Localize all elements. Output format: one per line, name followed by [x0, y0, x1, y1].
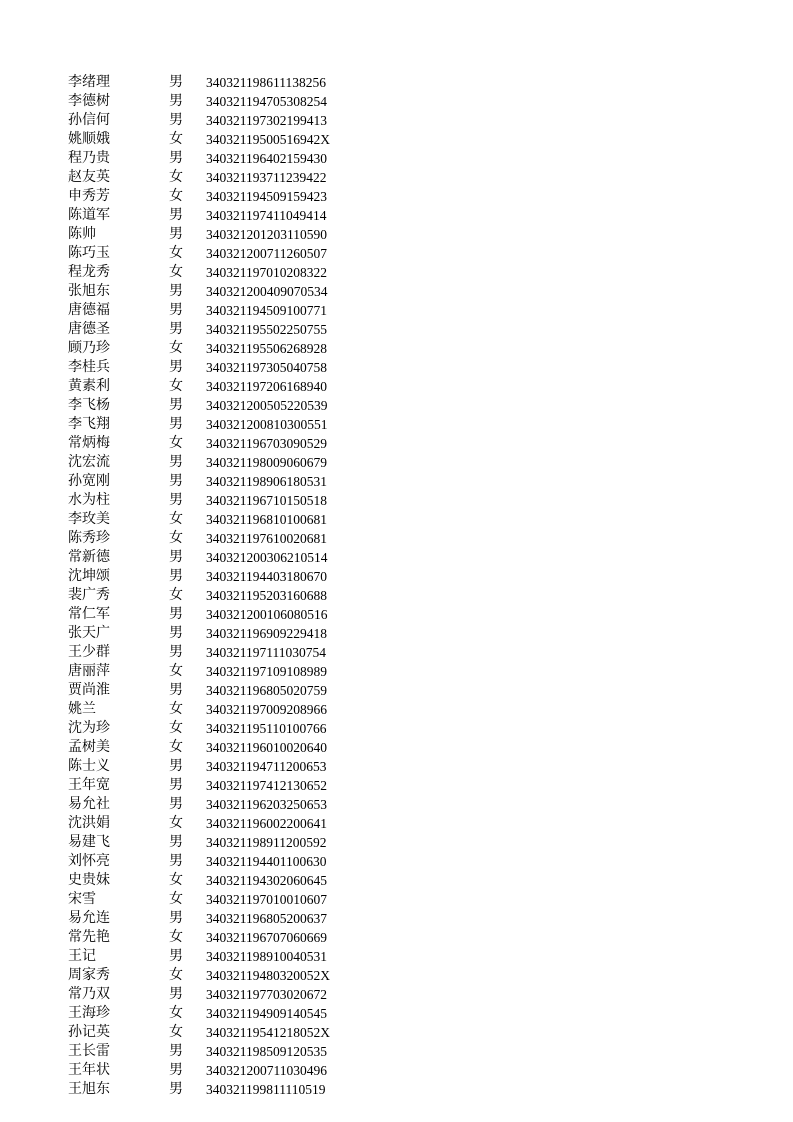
table-row: [68, 814, 368, 833]
person-gender: 男: [169, 910, 183, 926]
id-number: 340321195506268928: [206, 341, 327, 356]
person-gender: 女: [169, 264, 183, 280]
person-name: 常先艳: [68, 929, 110, 945]
id-number: 340321193711239422: [206, 170, 327, 185]
person-name: 沈洪娟: [68, 815, 110, 831]
table-row: [68, 662, 368, 681]
table-row: [68, 928, 368, 947]
id-number: 340321194401100630: [206, 854, 327, 869]
table-row: [68, 225, 368, 244]
id-number: 34032119500516942X: [206, 132, 330, 147]
person-gender: 女: [169, 530, 183, 546]
person-name: 史贵妹: [68, 872, 110, 888]
id-number: 340321197009208966: [206, 702, 327, 717]
person-gender: 女: [169, 872, 183, 888]
person-name: 黄素利: [68, 378, 110, 394]
table-row: [68, 453, 368, 472]
roster-table: [68, 73, 368, 1099]
table-row: [68, 757, 368, 776]
person-gender: 男: [169, 302, 183, 318]
person-gender: 女: [169, 435, 183, 451]
person-gender: 男: [169, 796, 183, 812]
id-number: 340321194711200653: [206, 759, 327, 774]
table-row: [68, 966, 368, 985]
person-name: 常炳梅: [68, 435, 110, 451]
table-row: [68, 149, 368, 168]
person-gender: 男: [169, 416, 183, 432]
id-number: 340321197010208322: [206, 265, 327, 280]
person-name: 易建飞: [68, 834, 110, 850]
person-gender: 女: [169, 131, 183, 147]
person-gender: 男: [169, 321, 183, 337]
table-row: [68, 111, 368, 130]
person-gender: 男: [169, 1043, 183, 1059]
person-name: 孙宽刚: [68, 473, 110, 489]
id-number: 340321196805200637: [206, 911, 327, 926]
id-number: 340321196909229418: [206, 626, 327, 641]
person-name: 孙信何: [68, 112, 110, 128]
table-row: [68, 890, 368, 909]
person-name: 唐丽萍: [68, 663, 110, 679]
person-gender: 男: [169, 948, 183, 964]
person-gender: 女: [169, 929, 183, 945]
person-name: 陈道军: [68, 207, 110, 223]
id-number: 340321198509120535: [206, 1044, 327, 1059]
person-gender: 男: [169, 112, 183, 128]
person-gender: 女: [169, 511, 183, 527]
person-name: 易允连: [68, 910, 110, 926]
table-row: [68, 1004, 368, 1023]
id-number: 340321197302199413: [206, 113, 327, 128]
person-gender: 女: [169, 378, 183, 394]
table-row: [68, 491, 368, 510]
person-gender: 男: [169, 834, 183, 850]
table-row: [68, 396, 368, 415]
table-row: [68, 377, 368, 396]
table-row: [68, 130, 368, 149]
id-number: 340321197412130652: [206, 778, 327, 793]
table-row: [68, 282, 368, 301]
table-row: [68, 1080, 368, 1099]
person-name: 陈巧玉: [68, 245, 110, 261]
person-name: 李桂兵: [68, 359, 110, 375]
person-gender: 男: [169, 207, 183, 223]
person-name: 常乃双: [68, 986, 110, 1002]
id-number: 340321199811110519: [206, 1082, 326, 1097]
person-gender: 男: [169, 226, 183, 242]
table-row: [68, 738, 368, 757]
person-name: 王旭东: [68, 1081, 110, 1097]
id-number: 340321200106080516: [206, 607, 328, 622]
person-gender: 女: [169, 188, 183, 204]
table-row: [68, 529, 368, 548]
person-name: 沈宏流: [68, 454, 110, 470]
person-gender: 女: [169, 1005, 183, 1021]
person-gender: 男: [169, 568, 183, 584]
id-number: 340321196402159430: [206, 151, 327, 166]
table-row: [68, 168, 368, 187]
person-gender: 女: [169, 701, 183, 717]
id-number: 340321194705308254: [206, 94, 327, 109]
table-row: [68, 339, 368, 358]
person-gender: 女: [169, 663, 183, 679]
person-gender: 男: [169, 625, 183, 641]
id-number: 340321194509159423: [206, 189, 327, 204]
table-row: [68, 985, 368, 1004]
person-name: 沈坤颂: [68, 568, 110, 584]
person-gender: 男: [169, 777, 183, 793]
id-number: 340321196010020640: [206, 740, 327, 755]
person-name: 张旭东: [68, 283, 110, 299]
person-gender: 女: [169, 169, 183, 185]
person-name: 王年宽: [68, 777, 110, 793]
person-gender: 女: [169, 720, 183, 736]
person-name: 姚兰: [68, 701, 96, 717]
person-name: 孙记英: [68, 1024, 110, 1040]
person-name: 申秀芳: [68, 188, 110, 204]
id-number: 340321198906180531: [206, 474, 327, 489]
person-gender: 男: [169, 549, 183, 565]
person-name: 李飞翔: [68, 416, 110, 432]
table-row: [68, 1042, 368, 1061]
table-row: [68, 795, 368, 814]
person-gender: 男: [169, 853, 183, 869]
id-number: 340321197206168940: [206, 379, 327, 394]
table-row: [68, 548, 368, 567]
id-number: 340321196710150518: [206, 493, 327, 508]
table-row: [68, 681, 368, 700]
person-gender: 男: [169, 359, 183, 375]
table-row: [68, 605, 368, 624]
id-number: 340321200306210514: [206, 550, 328, 565]
person-gender: 男: [169, 682, 183, 698]
id-number: 340321194509100771: [206, 303, 327, 318]
table-row: [68, 700, 368, 719]
person-name: 孟树美: [68, 739, 110, 755]
id-number: 340321194302060645: [206, 873, 327, 888]
person-name: 水为柱: [68, 492, 110, 508]
id-number: 340321198910040531: [206, 949, 327, 964]
person-gender: 女: [169, 891, 183, 907]
person-name: 易允社: [68, 796, 110, 812]
person-name: 王年状: [68, 1062, 110, 1078]
id-number: 340321196805020759: [206, 683, 327, 698]
person-name: 赵友英: [68, 169, 110, 185]
person-name: 王少群: [68, 644, 110, 660]
id-number: 340321197610020681: [206, 531, 327, 546]
person-name: 王长雷: [68, 1043, 110, 1059]
table-row: [68, 776, 368, 795]
table-row: [68, 320, 368, 339]
id-number: 340321195502250755: [206, 322, 327, 337]
person-name: 陈帅: [68, 226, 96, 242]
person-gender: 男: [169, 283, 183, 299]
id-number: 340321198911200592: [206, 835, 327, 850]
id-number: 340321200711260507: [206, 246, 327, 261]
table-row: [68, 871, 368, 890]
person-name: 程乃贵: [68, 150, 110, 166]
id-number: 340321195110100766: [206, 721, 327, 736]
table-row: [68, 92, 368, 111]
id-number: 340321196810100681: [206, 512, 327, 527]
id-number: 340321197010010607: [206, 892, 327, 907]
person-name: 裴广秀: [68, 587, 110, 603]
person-name: 陈士义: [68, 758, 110, 774]
table-row: [68, 643, 368, 662]
table-row: [68, 415, 368, 434]
person-gender: 男: [169, 986, 183, 1002]
id-number: 340321198611138256: [206, 75, 326, 90]
person-gender: 女: [169, 587, 183, 603]
id-number: 340321195203160688: [206, 588, 327, 603]
person-name: 贾尚淮: [68, 682, 110, 698]
person-gender: 男: [169, 150, 183, 166]
table-row: [68, 510, 368, 529]
table-row: [68, 719, 368, 738]
person-gender: 男: [169, 93, 183, 109]
id-number: 340321197703020672: [206, 987, 327, 1002]
person-name: 陈秀珍: [68, 530, 110, 546]
person-gender: 女: [169, 1024, 183, 1040]
person-gender: 男: [169, 1062, 183, 1078]
person-name: 顾乃珍: [68, 340, 110, 356]
person-name: 王海珍: [68, 1005, 110, 1021]
id-number: 340321200810300551: [206, 417, 328, 432]
id-number: 340321198009060679: [206, 455, 327, 470]
table-row: [68, 567, 368, 586]
id-number: 340321196703090529: [206, 436, 327, 451]
person-name: 李德树: [68, 93, 110, 109]
id-number: 340321197111030754: [206, 645, 326, 660]
person-name: 周家秀: [68, 967, 110, 983]
table-row: [68, 472, 368, 491]
person-name: 李飞杨: [68, 397, 110, 413]
id-number: 340321197411049414: [206, 208, 327, 223]
person-gender: 男: [169, 74, 183, 90]
person-name: 李玫美: [68, 511, 110, 527]
id-number: 340321200505220539: [206, 398, 328, 413]
person-name: 常新德: [68, 549, 110, 565]
id-number: 340321196002200641: [206, 816, 327, 831]
table-row: [68, 1023, 368, 1042]
table-row: [68, 73, 368, 92]
person-name: 李绪理: [68, 74, 110, 90]
table-row: [68, 624, 368, 643]
table-row: [68, 833, 368, 852]
person-name: 沈为珍: [68, 720, 110, 736]
id-number: 340321201203110590: [206, 227, 327, 242]
id-number: 340321194403180670: [206, 569, 327, 584]
table-row: [68, 244, 368, 263]
table-row: [68, 434, 368, 453]
person-gender: 女: [169, 245, 183, 261]
table-row: [68, 947, 368, 966]
person-gender: 男: [169, 606, 183, 622]
table-row: [68, 852, 368, 871]
table-row: [68, 187, 368, 206]
id-number: 34032119480320052X: [206, 968, 330, 983]
person-gender: 男: [169, 758, 183, 774]
person-gender: 女: [169, 340, 183, 356]
person-gender: 女: [169, 815, 183, 831]
person-gender: 男: [169, 644, 183, 660]
person-name: 常仁军: [68, 606, 110, 622]
person-gender: 男: [169, 492, 183, 508]
table-row: [68, 909, 368, 928]
person-name: 宋雪: [68, 891, 96, 907]
table-row: [68, 358, 368, 377]
person-gender: 男: [169, 397, 183, 413]
person-name: 姚顺娥: [68, 131, 110, 147]
person-gender: 男: [169, 473, 183, 489]
table-row: [68, 1061, 368, 1080]
table-row: [68, 206, 368, 225]
id-number: 34032119541218052X: [206, 1025, 330, 1040]
table-row: [68, 586, 368, 605]
id-number: 340321196707060669: [206, 930, 327, 945]
person-name: 王记: [68, 948, 96, 964]
table-row: [68, 301, 368, 320]
id-number: 340321197305040758: [206, 360, 327, 375]
id-number: 340321197109108989: [206, 664, 327, 679]
person-name: 张天广: [68, 625, 110, 641]
person-gender: 男: [169, 454, 183, 470]
table-row: [68, 263, 368, 282]
person-gender: 女: [169, 739, 183, 755]
id-number: 340321196203250653: [206, 797, 327, 812]
person-gender: 女: [169, 967, 183, 983]
person-gender: 男: [169, 1081, 183, 1097]
person-name: 刘怀亮: [68, 853, 110, 869]
id-number: 340321200711030496: [206, 1063, 327, 1078]
person-name: 程龙秀: [68, 264, 110, 280]
id-number: 340321200409070534: [206, 284, 328, 299]
person-name: 唐德福: [68, 302, 110, 318]
person-name: 唐德圣: [68, 321, 110, 337]
id-number: 340321194909140545: [206, 1006, 327, 1021]
